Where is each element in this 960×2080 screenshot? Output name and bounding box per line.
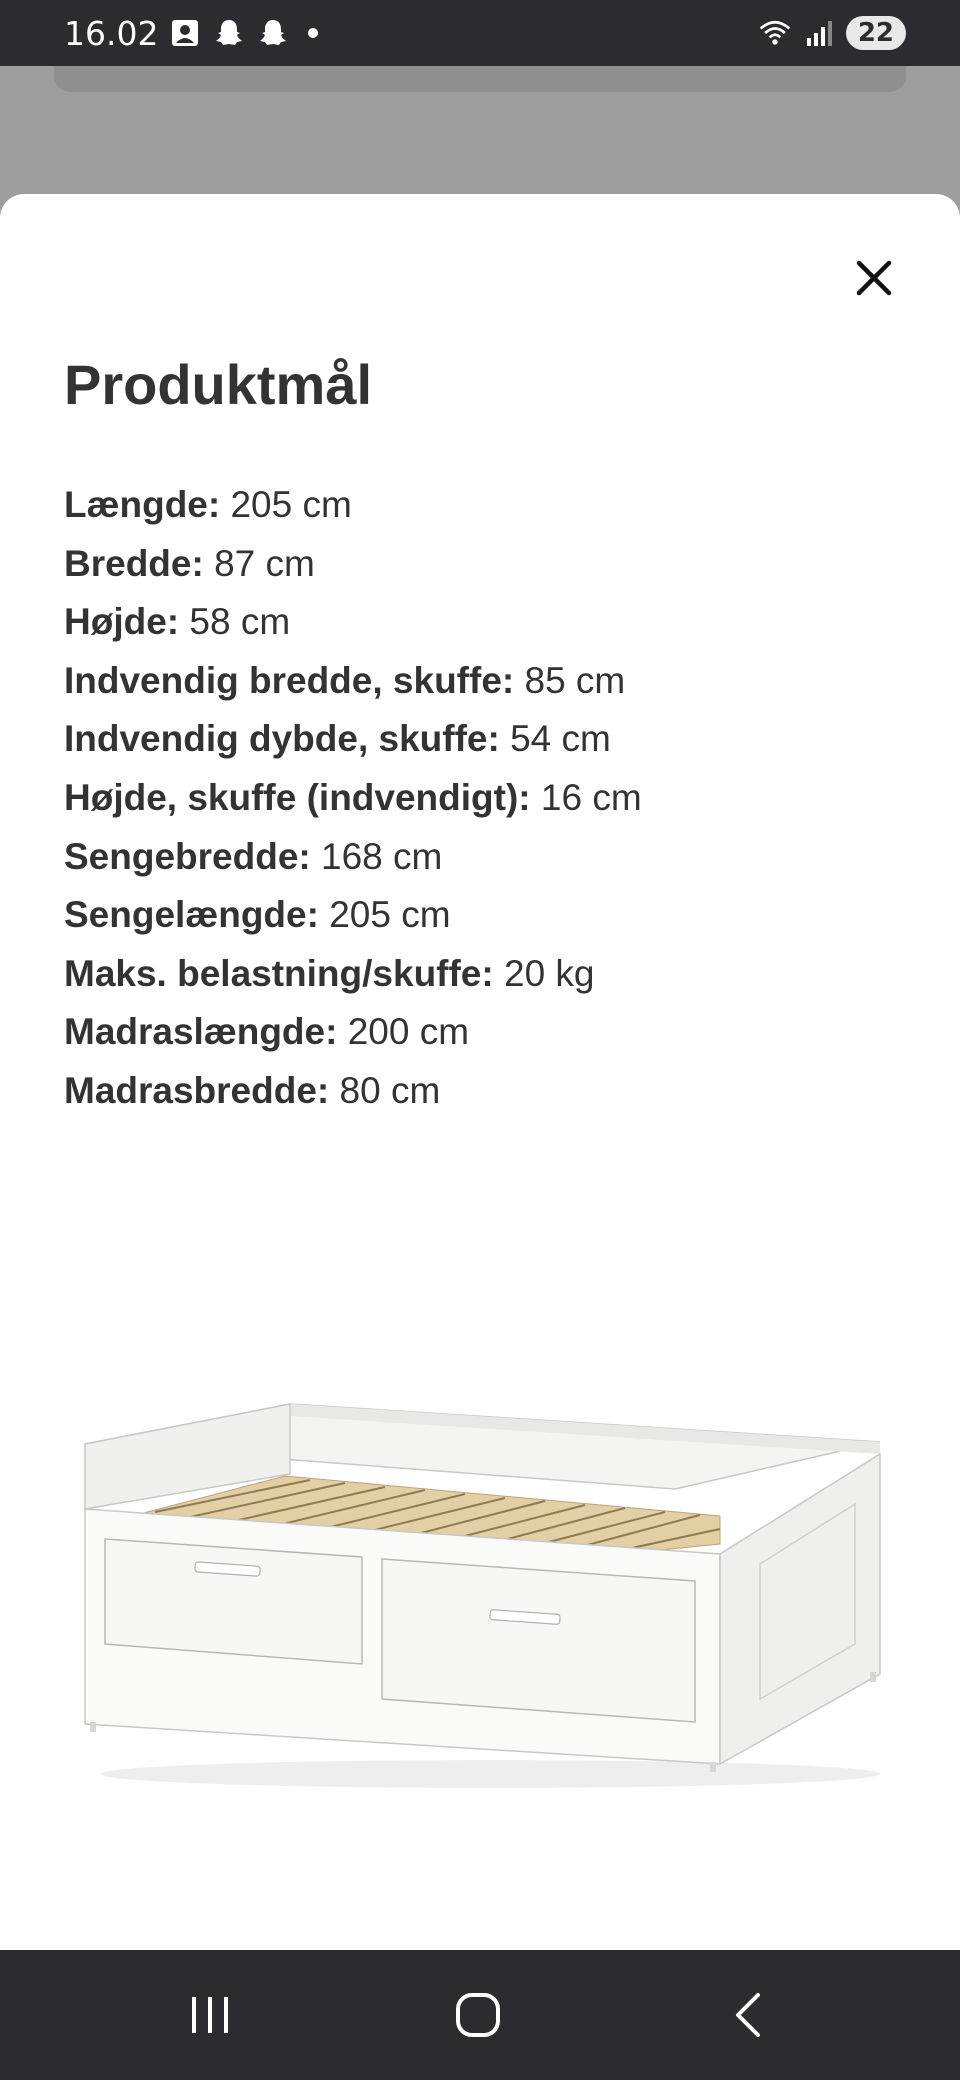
dimension-row: [64, 593, 904, 652]
dimension-value: 20 kg: [504, 952, 595, 994]
back-button[interactable]: [678, 1950, 818, 2080]
back-icon: [728, 1991, 768, 2039]
signal-icon: [802, 16, 836, 50]
product-image: [70, 1394, 890, 1794]
battery-indicator: 22: [846, 16, 906, 50]
dimension-value: 87 cm: [214, 542, 315, 584]
status-bar: [0, 0, 960, 66]
product-dimensions-sheet: [0, 194, 960, 1950]
dimension-value: 205 cm: [329, 894, 451, 936]
dimension-label: Indvendig bredde, skuffe:: [64, 659, 515, 701]
clock: 16.02: [64, 13, 159, 53]
dimension-label: Maks. belastning/skuffe:: [64, 952, 494, 994]
dimension-label: Indvendig dybde, skuffe:: [64, 718, 500, 760]
dimension-row: [64, 535, 904, 594]
close-button[interactable]: [842, 246, 906, 310]
dimension-label: Madrasbredde:: [64, 1069, 330, 1111]
home-icon: [454, 1991, 502, 2039]
dimension-value: 58 cm: [189, 601, 291, 643]
recent-apps-button[interactable]: [140, 1950, 280, 2080]
sheet-title: Produktmål: [64, 353, 373, 416]
dimension-row: [64, 769, 904, 828]
snapchat-icon: [212, 16, 246, 50]
dimension-value: 85 cm: [524, 659, 626, 701]
wifi-icon: [758, 16, 792, 50]
dimension-label: Højde:: [64, 601, 180, 643]
dimension-row: [64, 828, 904, 887]
dimension-label: Længde:: [64, 484, 221, 525]
dimension-label: Højde, skuffe (indvendigt):: [64, 776, 531, 818]
dimension-value: 205 cm: [230, 484, 352, 525]
dimension-label: Sengelængde:: [64, 894, 319, 936]
status-bar-left: [64, 0, 318, 66]
close-icon: [854, 258, 894, 298]
dimension-row: [64, 652, 904, 711]
snapchat-icon: [256, 16, 290, 50]
dimension-value: 16 cm: [540, 776, 642, 818]
dimension-value: 54 cm: [510, 718, 611, 760]
notification-dot: [308, 28, 318, 38]
contact-card-icon: [168, 16, 202, 50]
dimension-row: [64, 945, 904, 1004]
status-bar-right: [758, 0, 906, 66]
dimension-row: [64, 1003, 904, 1062]
dimensions-list: [64, 476, 904, 1121]
dimension-label: Madraslængde:: [64, 1011, 338, 1053]
dimension-value: 80 cm: [339, 1069, 441, 1111]
dimension-row: [64, 710, 904, 769]
background-page: [54, 66, 906, 92]
recent-apps-icon: [188, 1993, 232, 2037]
dimension-row: [64, 1062, 904, 1121]
home-button[interactable]: [408, 1950, 548, 2080]
dimension-row: [64, 476, 904, 535]
dimension-row: [64, 886, 904, 945]
dimension-label: Sengebredde:: [64, 835, 311, 877]
dimension-label: Bredde:: [64, 542, 204, 584]
system-navigation-bar: [0, 1950, 960, 2080]
dimension-value: 200 cm: [347, 1011, 470, 1053]
dimension-value: 168 cm: [321, 835, 443, 877]
